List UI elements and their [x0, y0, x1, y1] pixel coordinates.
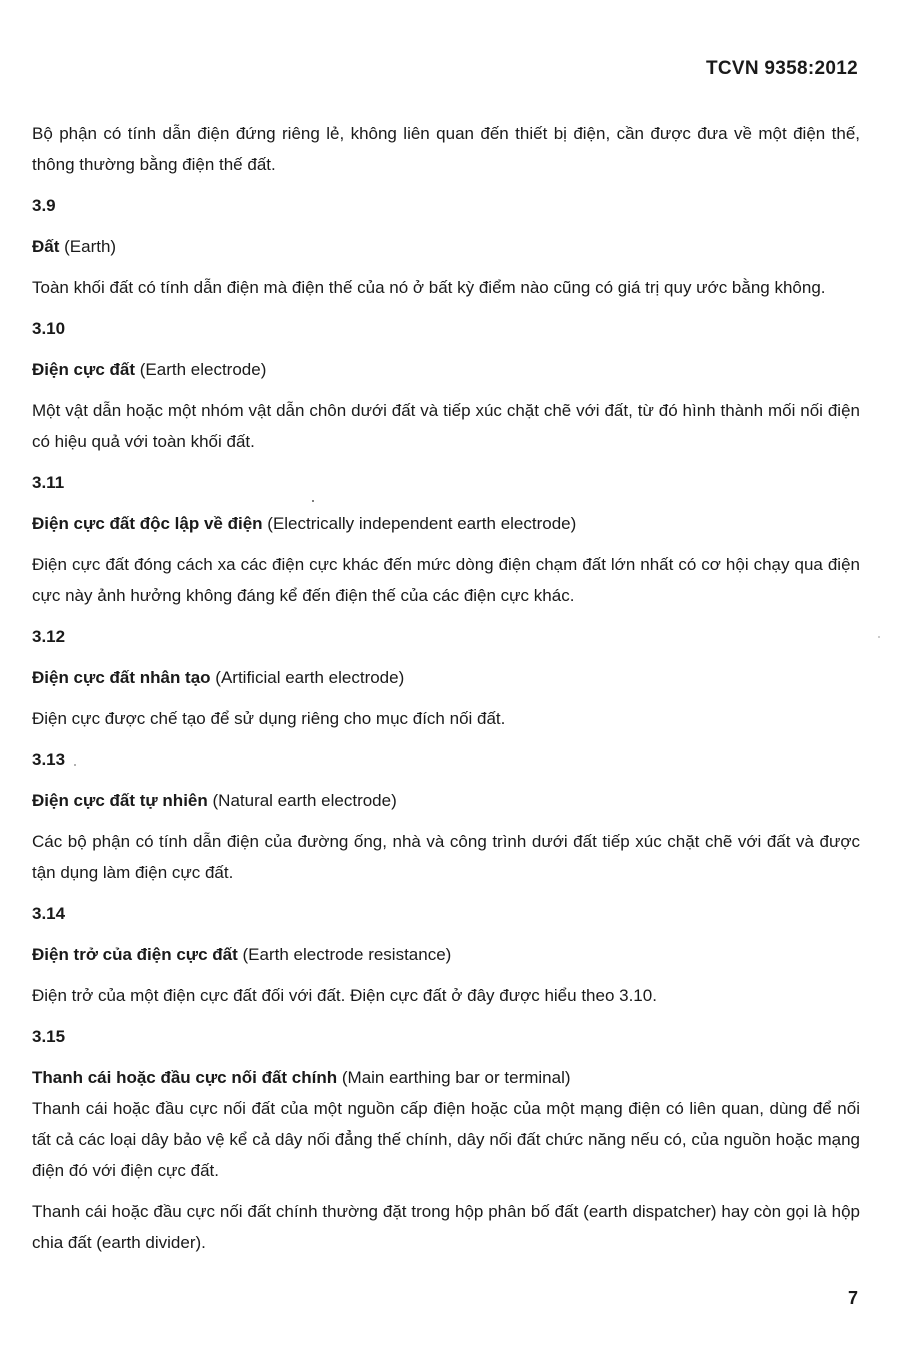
section-number: 3.14: [32, 904, 66, 923]
term-vi: Điện cực đất: [32, 360, 136, 379]
section-heading: [32, 231, 860, 262]
definition: Điện cực đất đóng cách xa các điện cực khác đến mức dòng điện chạm đất lớn nhất có cơ hội chạy qua điện cực này ảnh hưởng không đáng kể đến điện thế của các điện cực khác.: [32, 555, 860, 605]
definition: Các bộ phận có tính dẫn điện của đường ống, nhà và công trình dưới đất tiếp xúc chặt chẽ với đất và được tận dụng làm điện cực đất.: [32, 832, 860, 882]
section-heading: [32, 508, 860, 539]
term-vi: Đất: [32, 237, 60, 256]
section-number: 3.12: [32, 627, 66, 646]
section-heading: [32, 354, 860, 385]
standard-code: TCVN 9358:2012: [705, 58, 858, 79]
intro-paragraph: Bộ phận có tính dẫn điện đứng riêng lẻ, không liên quan đến thiết bị điện, cần được đưa về một điện thế, thông thường bằng điện thế đất.: [32, 124, 860, 174]
scan-speck: [878, 636, 880, 638]
term-en: (Earth): [64, 237, 117, 256]
section-number: 3.11: [32, 473, 65, 492]
term-vi: Điện cực đất độc lập về điện: [32, 514, 263, 533]
section-heading: [32, 1062, 860, 1093]
term-vi: Thanh cái hoặc đầu cực nối đất chính: [32, 1068, 338, 1087]
definition: Điện cực được chế tạo để sử dụng riêng cho mục đích nối đất.: [32, 709, 506, 728]
definition: Một vật dẫn hoặc một nhóm vật dẫn chôn dưới đất và tiếp xúc chặt chẽ với đất, từ đó hình thành mối nối điện có hiệu quả với toàn khối đất.: [32, 401, 860, 451]
term-en: (Electrically independent earth electrode): [267, 514, 577, 533]
section-heading: [32, 662, 860, 693]
scan-speck: [312, 500, 314, 502]
section-number: 3.9: [32, 196, 56, 215]
term-vi: Điện cực đất nhân tạo: [32, 668, 211, 687]
definition: Điện trở của một điện cực đất đối với đất. Điện cực đất ở đây được hiểu theo 3.10.: [32, 986, 657, 1005]
definition-note: Thanh cái hoặc đầu cực nối đất chính thường đặt trong hộp phân bố đất (earth dispatcher) hay còn gọi là hộp chia đất (earth divider).: [32, 1202, 860, 1252]
term-vi: Điện trở của điện cực đất: [32, 945, 238, 964]
section-number: 3.15: [32, 1027, 66, 1046]
section-heading: [32, 785, 860, 816]
term-en: (Artificial earth electrode): [215, 668, 405, 687]
term-en: (Natural earth electrode): [212, 791, 397, 810]
term-en: (Earth electrode resistance): [242, 945, 452, 964]
section-heading: [32, 939, 860, 970]
document-body: [32, 118, 860, 1258]
definition: Thanh cái hoặc đầu cực nối đất của một nguồn cấp điện hoặc của một mạng điện có liên quan, dùng để nối tất cả các loại dây bảo vệ kể cả dây nối đẳng thế chính, dây nối đất chức năng nếu có, của nguồn hoặc mạng điện đó với điện cực đất.: [32, 1099, 860, 1180]
section-number: 3.13: [32, 750, 66, 769]
section-number: 3.10: [32, 319, 66, 338]
term-vi: Điện cực đất tự nhiên: [32, 791, 208, 810]
term-en: (Main earthing bar or terminal): [341, 1068, 571, 1087]
definition: Toàn khối đất có tính dẫn điện mà điện thế của nó ở bất kỳ điểm nào cũng có giá trị quy ước bằng không.: [32, 278, 826, 297]
term-en: (Earth electrode): [139, 360, 267, 379]
scan-speck: [74, 764, 76, 766]
page-number: 7: [847, 1288, 858, 1308]
